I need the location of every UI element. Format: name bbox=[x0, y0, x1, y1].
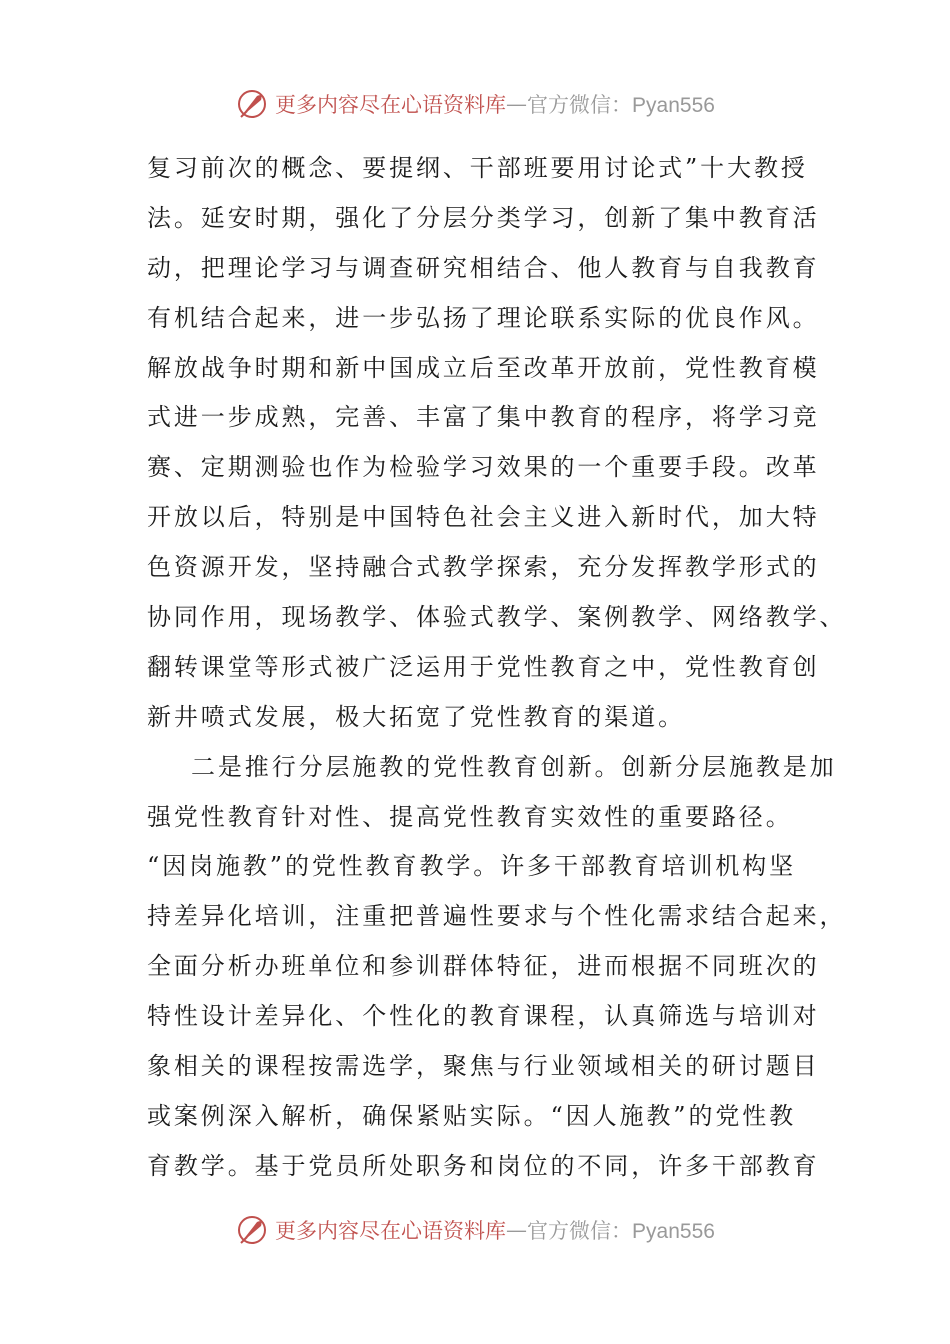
text-line: 特性设计差异化、个性化的教育课程，认真筛选与培训对 bbox=[147, 1002, 820, 1031]
paragraph-start-line: 二是推行分层施教的党性教育创新。创新分层施教是加 bbox=[191, 752, 837, 781]
text-line: 或案例深入解析，确保紧贴实际。“因人施教”的党性教 bbox=[147, 1101, 797, 1130]
watermark-header bbox=[0, 84, 950, 124]
text-line: 式进一步成熟，完善、丰富了集中教育的程序，将学习竞 bbox=[147, 403, 820, 432]
text-line: 法。延安时期，强化了分层分类学习，创新了集中教育活 bbox=[147, 203, 820, 232]
text-line: “因岗施教”的党性教育教学。许多干部教育培训机构坚 bbox=[147, 852, 797, 881]
text-line: 赛、定期测验也作为检验学习效果的一个重要手段。改革 bbox=[147, 453, 820, 482]
text-line: 象相关的课程按需选学，聚焦与行业领域相关的研讨题目 bbox=[147, 1052, 820, 1081]
text-line: 复习前次的概念、要提纲、干部班要用讨论式”十大教授 bbox=[147, 154, 808, 182]
watermark-main-text: 更多内容尽在心语资料库 bbox=[275, 1219, 507, 1243]
watermark-main-text: 更多内容尽在心语资料库 bbox=[275, 93, 507, 117]
watermark-separator: — bbox=[506, 92, 528, 116]
watermark-separator: — bbox=[506, 1218, 528, 1242]
watermark-footer bbox=[0, 1210, 950, 1250]
text-line: 育教学。基于党员所处职务和岗位的不同，许多干部教育 bbox=[147, 1151, 820, 1180]
body-text bbox=[147, 144, 847, 1192]
feather-pen-logo-icon bbox=[235, 87, 269, 121]
text-line: 开放以后，特别是中国特色社会主义进入新时代，加大特 bbox=[147, 503, 820, 532]
text-line: 色资源开发，坚持融合式教学探索，充分发挥教学形式的 bbox=[147, 553, 820, 582]
text-line: 翻转课堂等形式被广泛运用于党性教育之中，党性教育创 bbox=[147, 652, 820, 681]
text-line: 有机结合起来，进一步弘扬了理论联系实际的优良作风。 bbox=[147, 303, 820, 332]
text-line: 解放战争时期和新中国成立后至改革开放前，党性教育模 bbox=[147, 353, 820, 382]
text-line: 协同作用，现场教学、体验式教学、案例教学、网络教学、 bbox=[147, 603, 847, 632]
text-line: 强党性教育针对性、提高党性教育实效性的重要路径。 bbox=[147, 802, 793, 831]
text-line: 新井喷式发展，极大拓宽了党性教育的渠道。 bbox=[147, 702, 685, 731]
watermark-contact: 官方微信：Pyan556 bbox=[527, 1220, 715, 1243]
text-line: 全面分析办班单位和参训群体特征，进而根据不同班次的 bbox=[147, 952, 820, 981]
watermark-contact: 官方微信：Pyan556 bbox=[527, 94, 715, 117]
feather-pen-logo-icon bbox=[235, 1213, 269, 1247]
text-line: 动，把理论学习与调查研究相结合、他人教育与自我教育 bbox=[147, 253, 820, 282]
text-line: 持差异化培训，注重把普遍性要求与个性化需求结合起来， bbox=[147, 902, 847, 931]
